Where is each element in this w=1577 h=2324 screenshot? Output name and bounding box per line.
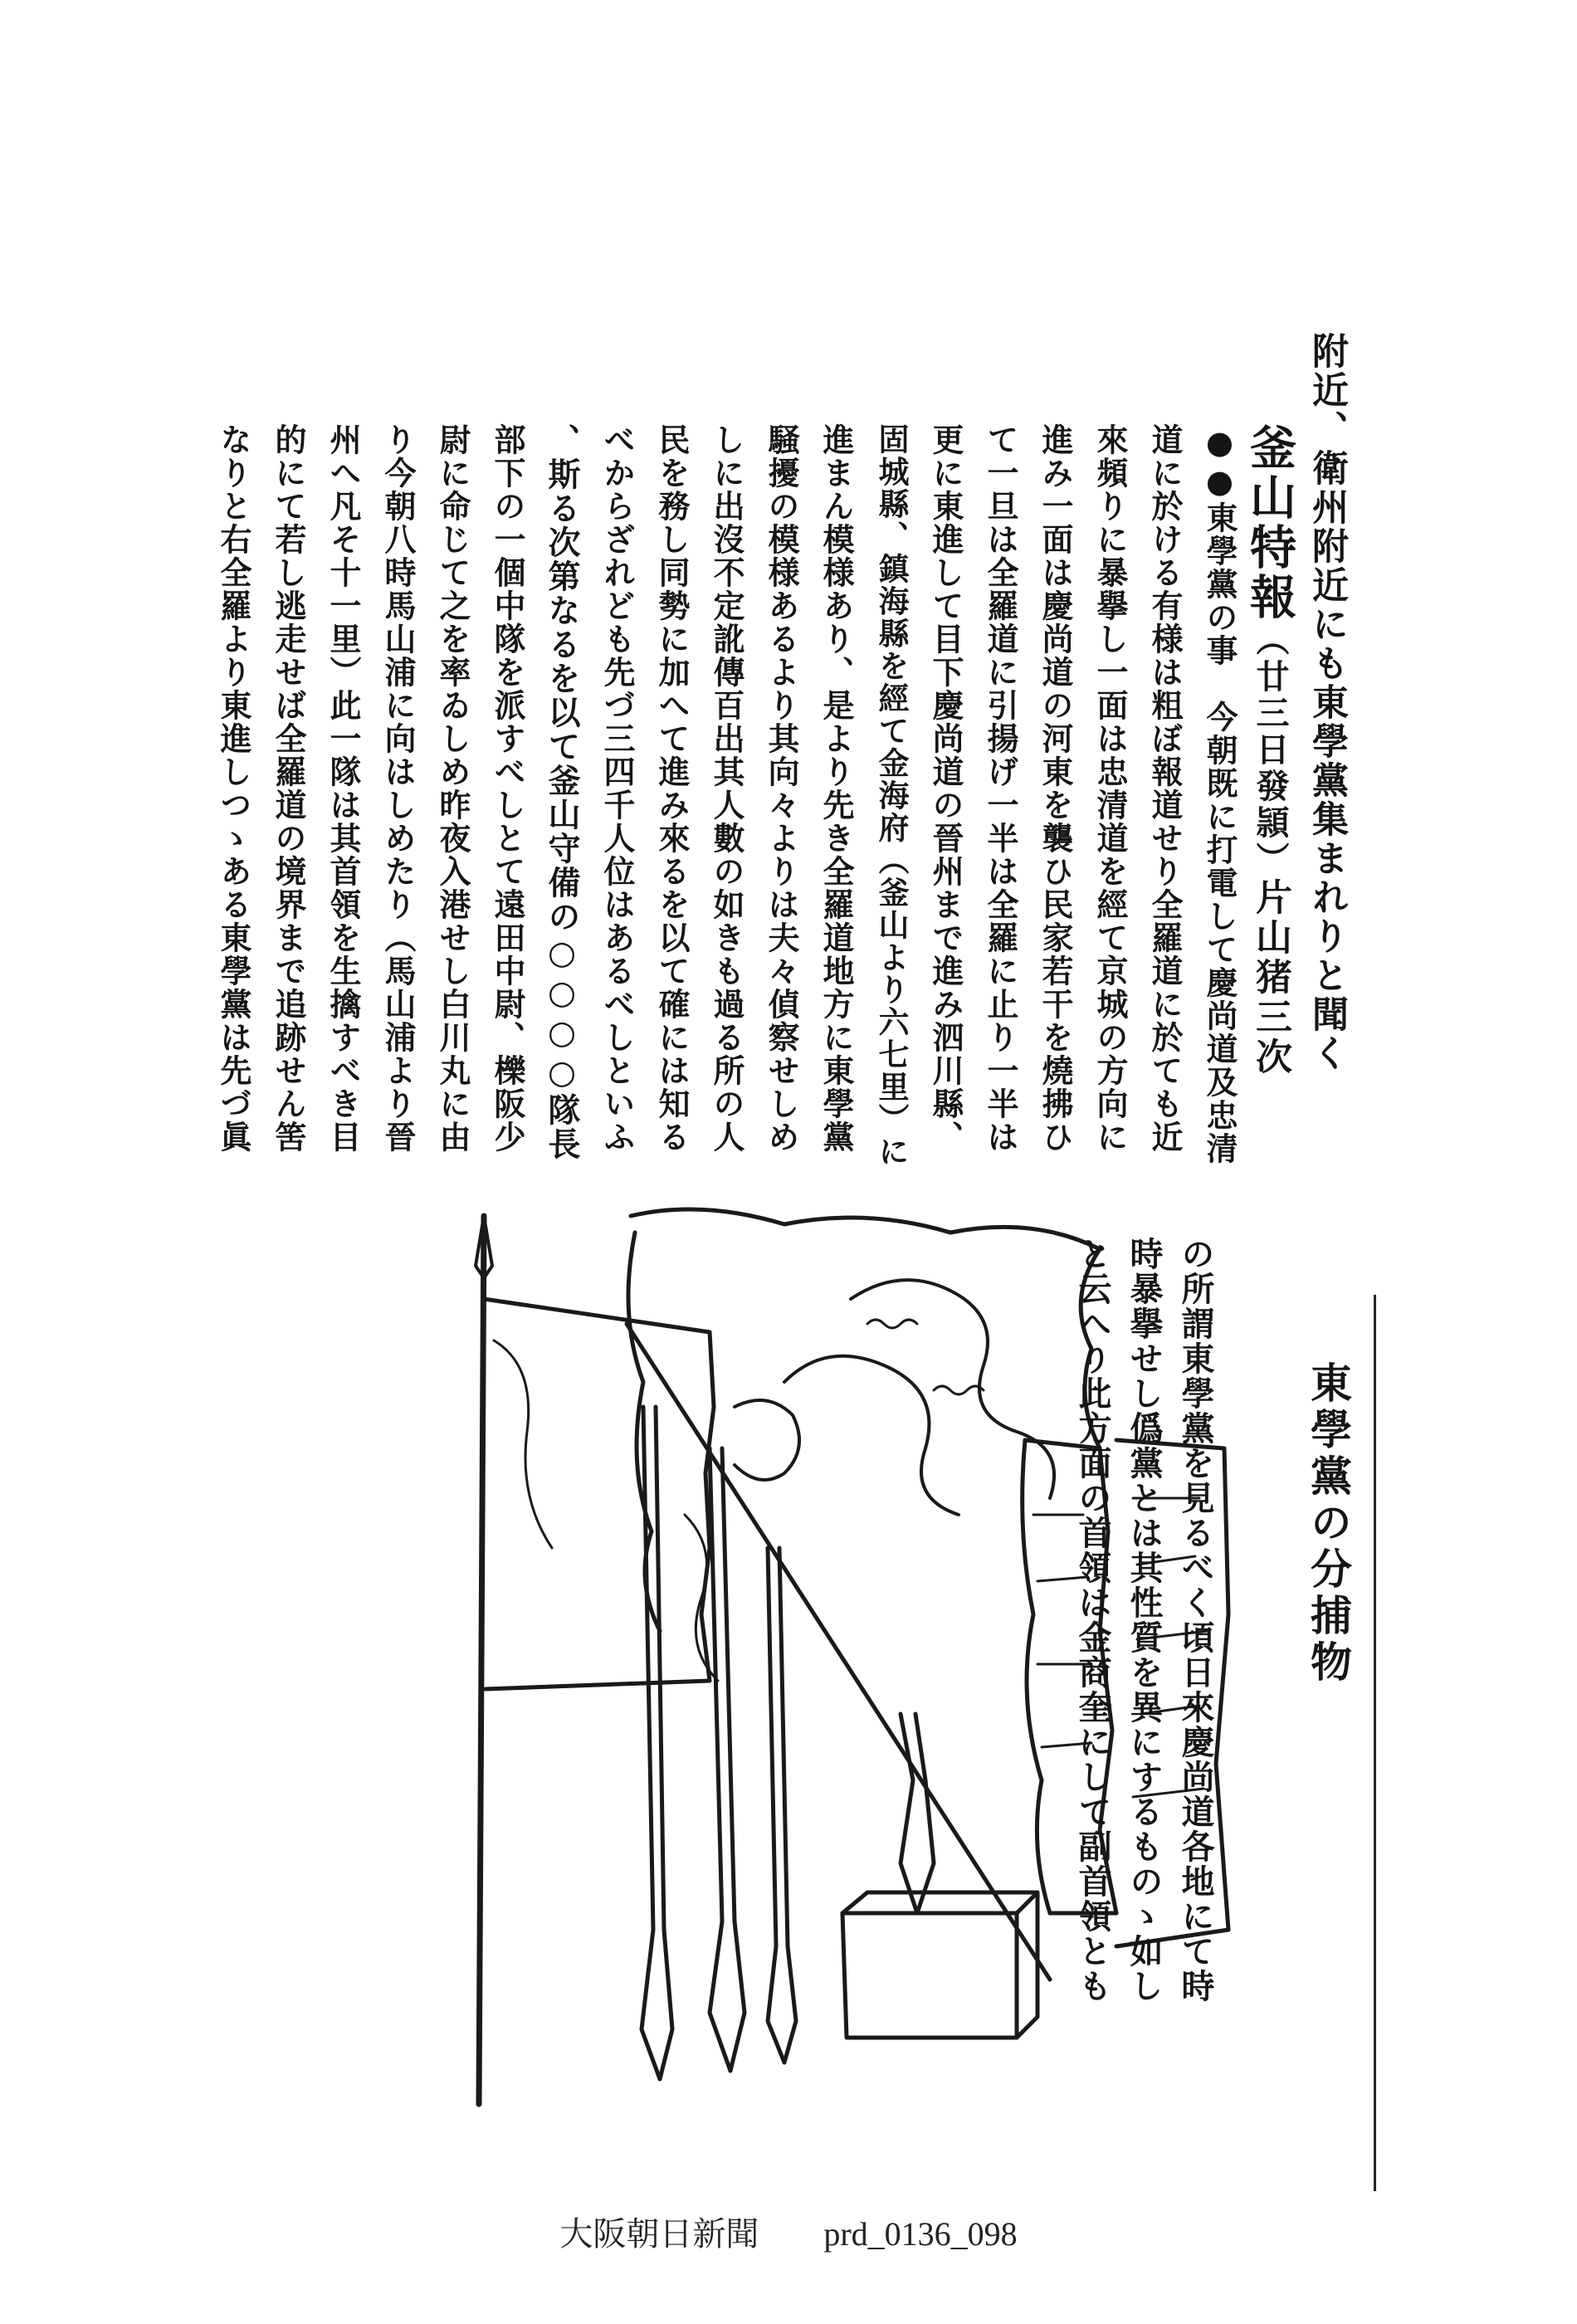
article-dateline: （廿三日發頴） [1251, 622, 1290, 878]
article-body-column: 州へ凡そ十一里）此一隊は其首領を生擒すべき目 [325, 423, 362, 1154]
illustration-text-column: と云へり此方面の首領は金商奎にして副首領とも [1073, 1237, 1112, 2004]
article-body-column: 騒擾の模様あるより其向々よりは夫々偵察せしめ [763, 423, 800, 1154]
article-block [199, 315, 1348, 1168]
article-author: 片山猪三次 [1249, 878, 1291, 1077]
page-code: prd_0136_098 [823, 2215, 1018, 2253]
article-body-column: べからざれども先づ三四千人位はあるべしといふ [598, 423, 636, 1154]
article-heading-column [1243, 423, 1297, 1077]
article-body-column: 尉に命じて之を率ゐしめ昨夜入港せし白川丸に由 [434, 423, 471, 1154]
article-body-column: ●●東學黨の事 今朝既に打電して慶尚道及忠清 [1201, 423, 1238, 1165]
illustration-caption: 東學黨の分捕物 [1304, 1361, 1353, 1687]
article-body-column: 進まん模様あり、是より先き全羅道地方に東學黨 [818, 423, 855, 1154]
article-body-column: 民を務し同勢に加へて進み來るを以て確には知る [653, 423, 691, 1154]
article-body-column: 固城縣、鎮海縣を經て金海府（釜山より六七里）に [873, 423, 910, 1168]
article-body-column: 更に東進して目下慶尚道の晉州まで進み泗川縣、 [927, 423, 964, 1154]
article-body-column: 道に於ける有様は粗ぼ報道せり全羅道に於ても近 [1146, 423, 1184, 1154]
article-body-column: り今朝八時馬山浦に向はしめたり（馬山浦より晉 [379, 423, 417, 1154]
section-divider [1374, 1295, 1376, 2191]
illustration-text-column: 時暴擧せし僞黨とは其性質を異にするものゝ如し [1125, 1237, 1164, 2004]
article-body-column: 進み一面は慶尚道の河東を襲ひ民家若干を燒拂ひ [1037, 423, 1074, 1154]
illustration-text-column: の所謂東學黨を見るべく頃日來慶尚道各地にて時 [1176, 1237, 1215, 2004]
page-footer [0, 2208, 1577, 2255]
publication-name: 大阪朝日新聞 [559, 2215, 759, 2253]
article-body-column: しに出沒不定訛傳百出其人數の如きも過る所の人 [708, 423, 745, 1154]
article-heading: 釜山特報 [1243, 423, 1297, 622]
article-body-column: て一旦は全羅道に引揚げ一半は全羅に止り一半は [982, 423, 1019, 1154]
article-body-column: 、斯る次第なるを以て釜山守備の○○○○隊長 [543, 423, 581, 1161]
article-body-column: なりと右全羅より東進しつゝある東學黨は先づ眞 [215, 423, 252, 1154]
article-body-column: 部下の一個中隊を派すべしとて遠田中尉、櫟阪少 [489, 423, 526, 1154]
article-continuation-line: 附近、衛州附近にも東學黨集まれりと聞く [1306, 332, 1348, 1073]
article-body-column: 的にて若し逃走せば全羅道の境界まで追跡せん筈 [270, 423, 307, 1154]
article-body-column: 來頻りに暴擧し一面は忠清道を經て京城の方向に [1091, 423, 1129, 1154]
